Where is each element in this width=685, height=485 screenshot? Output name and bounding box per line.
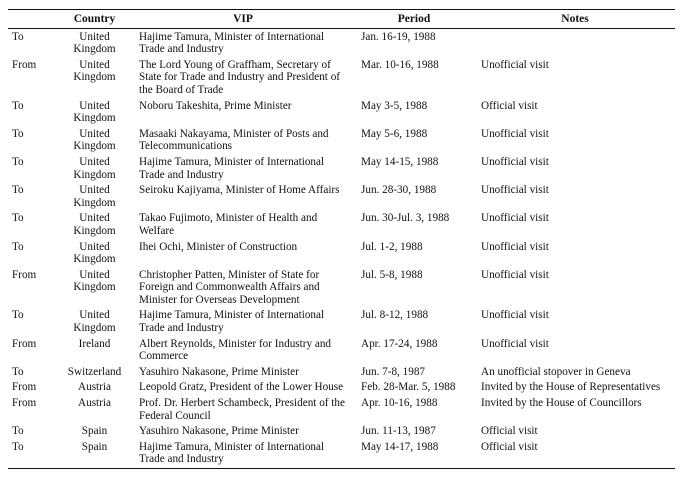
- notes-cell: Unofficial visit: [481, 184, 549, 197]
- country-cell: United Kingdom: [73, 58, 116, 84]
- direction-cell: To: [12, 127, 24, 140]
- notes-cell: Official visit: [481, 425, 538, 438]
- table-row: [8, 336, 675, 364]
- vip-cell: Seiroku Kajiyama, Minister of Home Affairs: [139, 184, 340, 197]
- vip-cell: Yasuhiro Nakasone, Prime Minister: [139, 365, 299, 378]
- vip-cell: Leopold Gratz, President of the Lower House: [139, 381, 344, 394]
- notes-cell: Invited by the House of Representatives: [481, 381, 661, 394]
- country-cell: United Kingdom: [73, 127, 116, 153]
- period-cell: Feb. 28-Mar. 5, 1988: [361, 381, 456, 394]
- table-row: [8, 154, 675, 182]
- country-cell: Ireland: [78, 337, 111, 350]
- period-cell: Jul. 5-8, 1988: [361, 268, 423, 281]
- vip-cell: Hajime Tamura, Minister of International Trade and Industry: [139, 30, 325, 56]
- period-cell: May 5-6, 1988: [361, 127, 428, 140]
- notes-cell: Unofficial visit: [481, 337, 549, 350]
- period-cell: Jun. 28-30, 1988: [361, 184, 437, 197]
- table-body: [8, 28, 675, 468]
- table-row: [8, 364, 675, 380]
- table-header: [8, 10, 675, 29]
- country-cell: Austria: [78, 381, 111, 394]
- table-row: [8, 267, 675, 308]
- header-direction: [8, 10, 56, 29]
- country-cell: United Kingdom: [73, 240, 116, 266]
- period-cell: Apr. 10-16, 1988: [361, 397, 438, 410]
- country-cell: United Kingdom: [73, 212, 116, 237]
- period-cell: May 14-17, 1988: [353, 439, 475, 469]
- country-cell: United Kingdom: [73, 309, 116, 335]
- direction-cell: To: [12, 155, 24, 168]
- direction-cell: To: [12, 30, 24, 43]
- vip-cell: Hajime Tamura, Minister of International Trade and Industry: [133, 439, 353, 469]
- notes-cell: An unofficial stopover in Geneva: [481, 365, 631, 378]
- header-period: Period: [353, 10, 475, 29]
- table-row: [8, 28, 675, 57]
- vip-cell: Christopher Patten, Minister of State for Foreign and Commonwealth Affairs and Minister for Overseas Development: [139, 268, 320, 306]
- vip-cell: Hajime Tamura, Minister of International Trade and Industry: [139, 309, 325, 335]
- direction-cell: To: [12, 240, 24, 253]
- notes-cell: Official visit: [481, 99, 538, 112]
- table-row: [8, 439, 675, 469]
- notes-cell: Unofficial visit: [481, 268, 549, 281]
- table-row: [8, 395, 675, 423]
- period-cell: Jun. 11-13, 1987: [361, 425, 436, 438]
- direction-cell: From: [12, 268, 37, 281]
- vip-cell: The Lord Young of Graffham, Secretary of State for Trade and Industry and President of the Board of Trade: [139, 58, 341, 96]
- period-cell: Jan. 16-19, 1988: [361, 30, 436, 43]
- notes-cell: [475, 28, 675, 57]
- direction-cell: To: [8, 439, 56, 469]
- direction-cell: To: [12, 425, 24, 438]
- direction-cell: From: [12, 337, 37, 350]
- period-cell: May 3-5, 1988: [361, 99, 428, 112]
- vip-cell: Hajime Tamura, Minister of International Trade and Industry: [139, 155, 325, 181]
- notes-cell: Unofficial visit: [481, 240, 549, 253]
- country-cell: Switzerland: [67, 365, 122, 378]
- table-row: [8, 98, 675, 126]
- direction-cell: To: [12, 365, 24, 378]
- notes-cell: Unofficial visit: [481, 309, 549, 322]
- country-cell: United Kingdom: [73, 184, 116, 209]
- table-row: [8, 423, 675, 439]
- vip-cell: Ihei Ochi, Minister of Construction: [139, 240, 298, 253]
- period-cell: Jul. 8-12, 1988: [361, 309, 429, 322]
- notes-cell: Official visit: [475, 439, 675, 469]
- direction-cell: From: [12, 58, 37, 71]
- period-cell: May 14-15, 1988: [361, 155, 439, 168]
- document-page: [8, 9, 675, 469]
- country-cell: Spain: [81, 425, 108, 438]
- period-cell: Mar. 10-16, 1988: [361, 58, 439, 71]
- period-cell: Jun. 7-8, 1987: [361, 365, 426, 378]
- period-cell: Jun. 30-Jul. 3, 1988: [361, 212, 450, 225]
- country-cell: United Kingdom: [73, 155, 116, 181]
- vip-cell: Masaaki Nakayama, Minister of Posts and Telecommunications: [139, 127, 329, 153]
- header-vip: VIP: [133, 10, 353, 29]
- table-row: [8, 210, 675, 238]
- vip-cell: Noboru Takeshita, Prime Minister: [139, 99, 292, 112]
- header-row: [8, 10, 675, 29]
- header-notes: Notes: [475, 10, 675, 29]
- period-cell: Jul. 1-2, 1988: [361, 240, 423, 253]
- table-row: [8, 126, 675, 154]
- notes-cell: Unofficial visit: [481, 127, 549, 140]
- direction-cell: To: [12, 212, 24, 225]
- direction-cell: To: [12, 99, 24, 112]
- notes-cell: Unofficial visit: [481, 155, 549, 168]
- notes-cell: Unofficial visit: [481, 212, 549, 225]
- table-row: [8, 239, 675, 267]
- vip-cell: Prof. Dr. Herbert Schambeck, President of the Federal Council: [139, 397, 345, 422]
- direction-cell: From: [12, 381, 37, 394]
- notes-cell: Unofficial visit: [481, 58, 549, 71]
- country-cell: Austria: [78, 397, 111, 410]
- country-cell: United Kingdom: [73, 30, 116, 56]
- country-cell: United Kingdom: [73, 268, 116, 294]
- header-country: Country: [56, 10, 133, 29]
- table-row: [8, 57, 675, 98]
- table-row: [8, 307, 675, 335]
- direction-cell: To: [12, 184, 24, 197]
- direction-cell: To: [12, 309, 24, 322]
- vip-cell: Albert Reynolds, Minister for Industry and Commerce: [139, 337, 332, 363]
- vip-cell: Yasuhiro Nakasone, Prime Minister: [139, 425, 299, 438]
- vip-cell: Takao Fujimoto, Minister of Health and Welfare: [139, 212, 318, 237]
- direction-cell: From: [12, 397, 37, 410]
- notes-cell: Invited by the House of Councillors: [481, 397, 642, 410]
- table-row: [8, 379, 675, 395]
- vip-visits-table: [8, 9, 675, 469]
- country-cell: United Kingdom: [73, 99, 116, 125]
- country-cell: Spain: [56, 439, 133, 469]
- table-row: [8, 182, 675, 210]
- period-cell: Apr. 17-24, 1988: [361, 337, 438, 350]
